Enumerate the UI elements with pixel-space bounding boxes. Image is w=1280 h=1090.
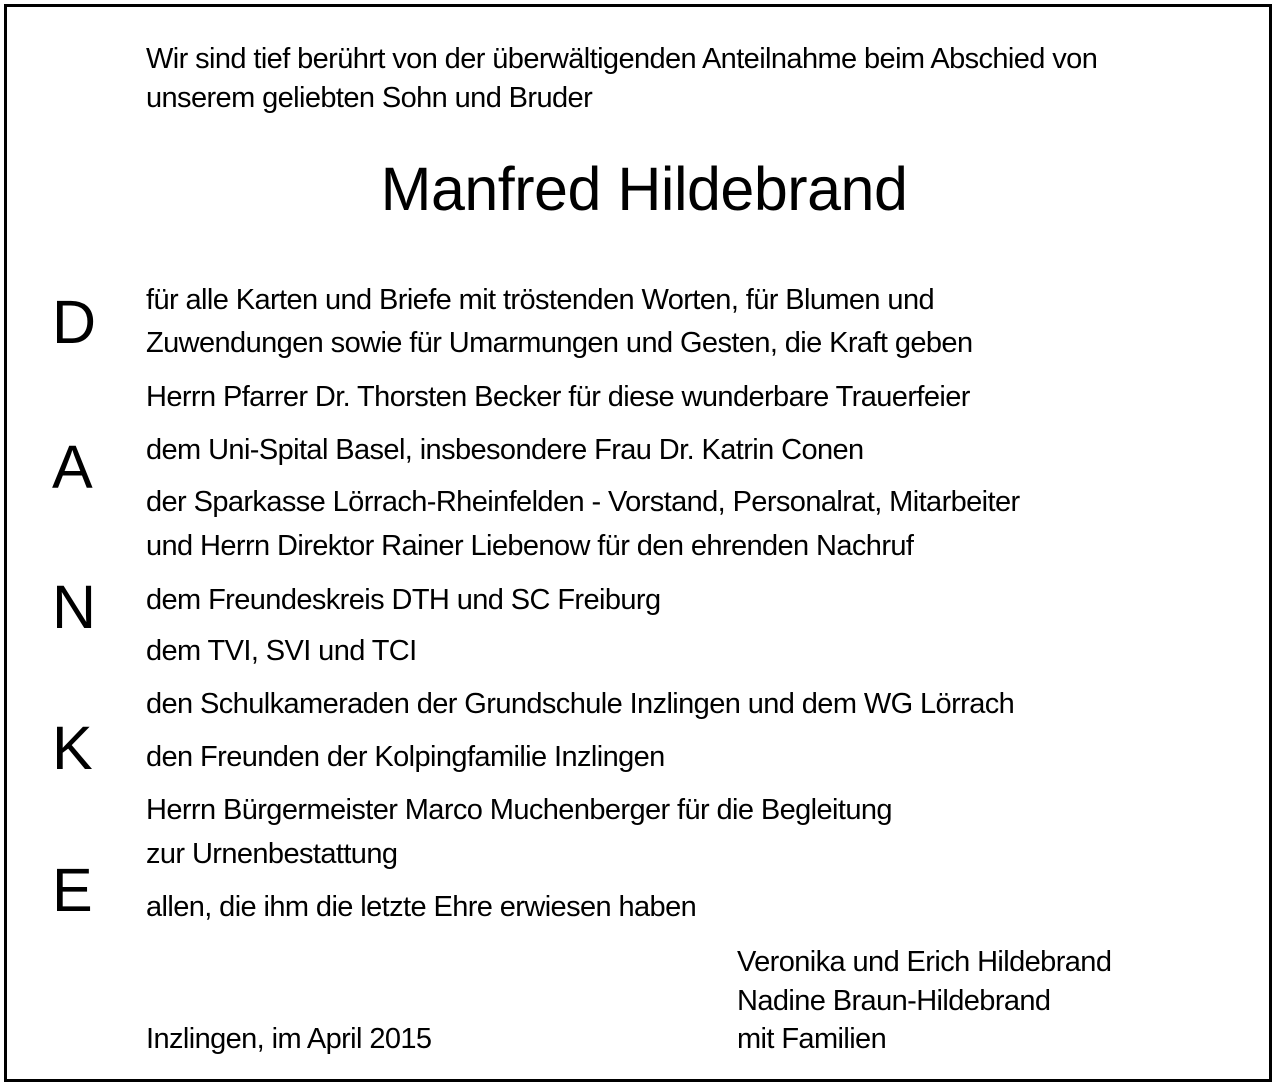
thanks-line: allen, die ihm die letzte Ehre erwiesen haben: [146, 891, 697, 923]
thanks-line: den Schulkameraden der Grundschule Inzlingen und dem WG Lörrach: [146, 688, 1015, 720]
intro-line-1: Wir sind tief berührt von der überwältigenden Anteilnahme beim Abschied von: [146, 43, 1098, 75]
thanks-line: dem TVI, SVI und TCI: [146, 635, 417, 667]
intro-text: [146, 40, 1256, 118]
danke-letter-k: K: [52, 714, 93, 782]
thanks-line: den Freunden der Kolpingfamilie Inzlingen: [146, 741, 665, 773]
signatory-line: mit Familien: [737, 1023, 887, 1055]
thanks-line: und Herrn Direktor Rainer Liebenow für den ehrenden Nachruf: [146, 530, 914, 562]
thanks-line: dem Freundeskreis DTH und SC Freiburg: [146, 584, 661, 616]
thanks-line: Zuwendungen sowie für Umarmungen und Gesten, die Kraft geben: [146, 327, 973, 359]
thanks-line: für alle Karten und Briefe mit tröstenden Worten, für Blumen und: [146, 284, 935, 316]
place-date: Inzlingen, im April 2015: [146, 1023, 432, 1055]
danke-letter-a: A: [52, 433, 93, 501]
intro-line-2: unserem geliebten Sohn und Bruder: [146, 82, 593, 114]
signatory-line: Nadine Braun-Hildebrand: [737, 985, 1051, 1017]
thanks-line: Herrn Pfarrer Dr. Thorsten Becker für diese wunderbare Trauerfeier: [146, 381, 970, 413]
thanks-line: der Sparkasse Lörrach-Rheinfelden - Vorstand, Personalrat, Mitarbeiter: [146, 486, 1020, 518]
thanks-line: Herrn Bürgermeister Marco Muchenberger für die Begleitung: [146, 794, 892, 826]
thanks-line: dem Uni-Spital Basel, insbesondere Frau Dr. Katrin Conen: [146, 434, 864, 466]
deceased-name: Manfred Hildebrand: [380, 155, 908, 223]
danke-letter-e: E: [52, 856, 93, 924]
signatory-line: Veronika und Erich Hildebrand: [737, 946, 1112, 978]
danke-letter-n: N: [52, 573, 97, 641]
thanks-line: zur Urnenbestattung: [146, 838, 398, 870]
danke-letter-d: D: [52, 288, 97, 356]
